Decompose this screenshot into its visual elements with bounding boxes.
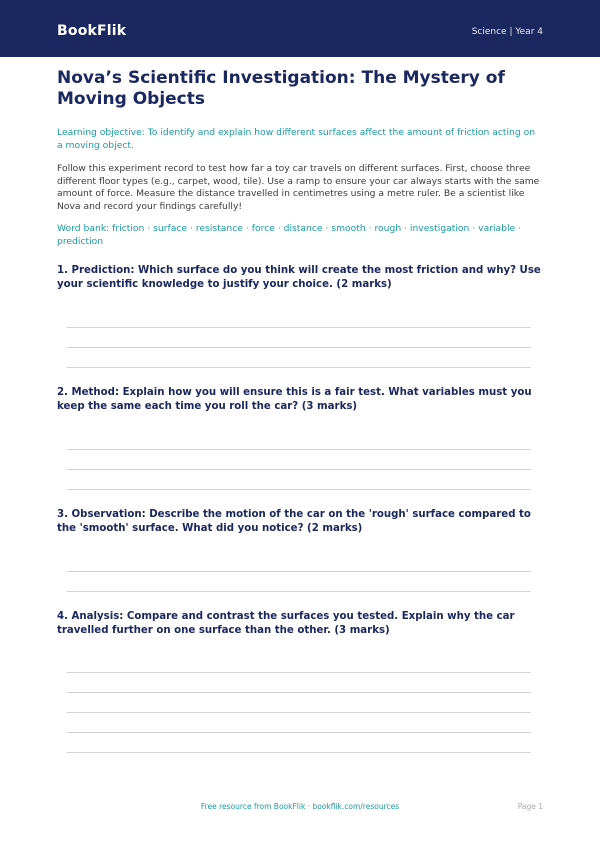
- header-bar: [0, 0, 600, 57]
- learning-objective: Learning objective: To identify and explain how different surfaces affect the amount of friction acting on a moving object.: [57, 127, 536, 151]
- subject-label: Science | Year 4: [471, 27, 543, 37]
- question-3: 3. Observation: Describe the motion of the car on the 'rough' surface compared to the 'smooth' surface. What did you notice? (2 marks): [57, 509, 531, 534]
- footer-text[interactable]: Free resource from BookFlik · bookflik.com/resources: [200, 802, 400, 811]
- question-2: 2. Method: Explain how you will ensure this is a fair test. What variables must you keep the same each time you roll the car? (3 marks): [57, 387, 532, 412]
- page-title: Nova’s Scientific Investigation: The Mystery of Moving Objects: [57, 68, 505, 109]
- answer-line[interactable]: [67, 692, 531, 693]
- answer-line[interactable]: [67, 571, 531, 572]
- instructions-text: Follow this experiment record to test how far a toy car travels on different surfaces. First, choose three different floor types (e.g., carpet, wood, tile). Use a ramp to ensure your car always starts with the same amount of force. Measure the distance travelled in centimetres using a metre ruler. Be a scientist like Nova and record your findings carefully!: [57, 163, 540, 212]
- answer-line[interactable]: [67, 327, 531, 328]
- answer-line[interactable]: [67, 489, 531, 490]
- answer-line[interactable]: [67, 449, 531, 450]
- word-bank: Word bank: friction · surface · resistance · force · distance · smooth · rough · investigation · variable · prediction: [57, 223, 522, 247]
- answer-line[interactable]: [67, 469, 531, 470]
- question-4: 4. Analysis: Compare and contrast the surfaces you tested. Explain why the car travelled further on one surface than the other. (3 marks): [57, 611, 515, 636]
- worksheet-intro: [57, 68, 543, 248]
- question-1: 1. Prediction: Which surface do you think will create the most friction and why? Use your scientific knowledge to justify your choice. (2 marks): [57, 265, 541, 290]
- answer-line[interactable]: [67, 591, 531, 592]
- answer-line[interactable]: [67, 752, 531, 753]
- answer-line[interactable]: [67, 732, 531, 733]
- answer-line[interactable]: [67, 672, 531, 673]
- answer-line[interactable]: [67, 712, 531, 713]
- brand-logo[interactable]: BookFlik: [57, 23, 127, 39]
- page-number: Page 1: [517, 802, 543, 811]
- answer-line[interactable]: [67, 367, 531, 368]
- answer-line[interactable]: [67, 347, 531, 348]
